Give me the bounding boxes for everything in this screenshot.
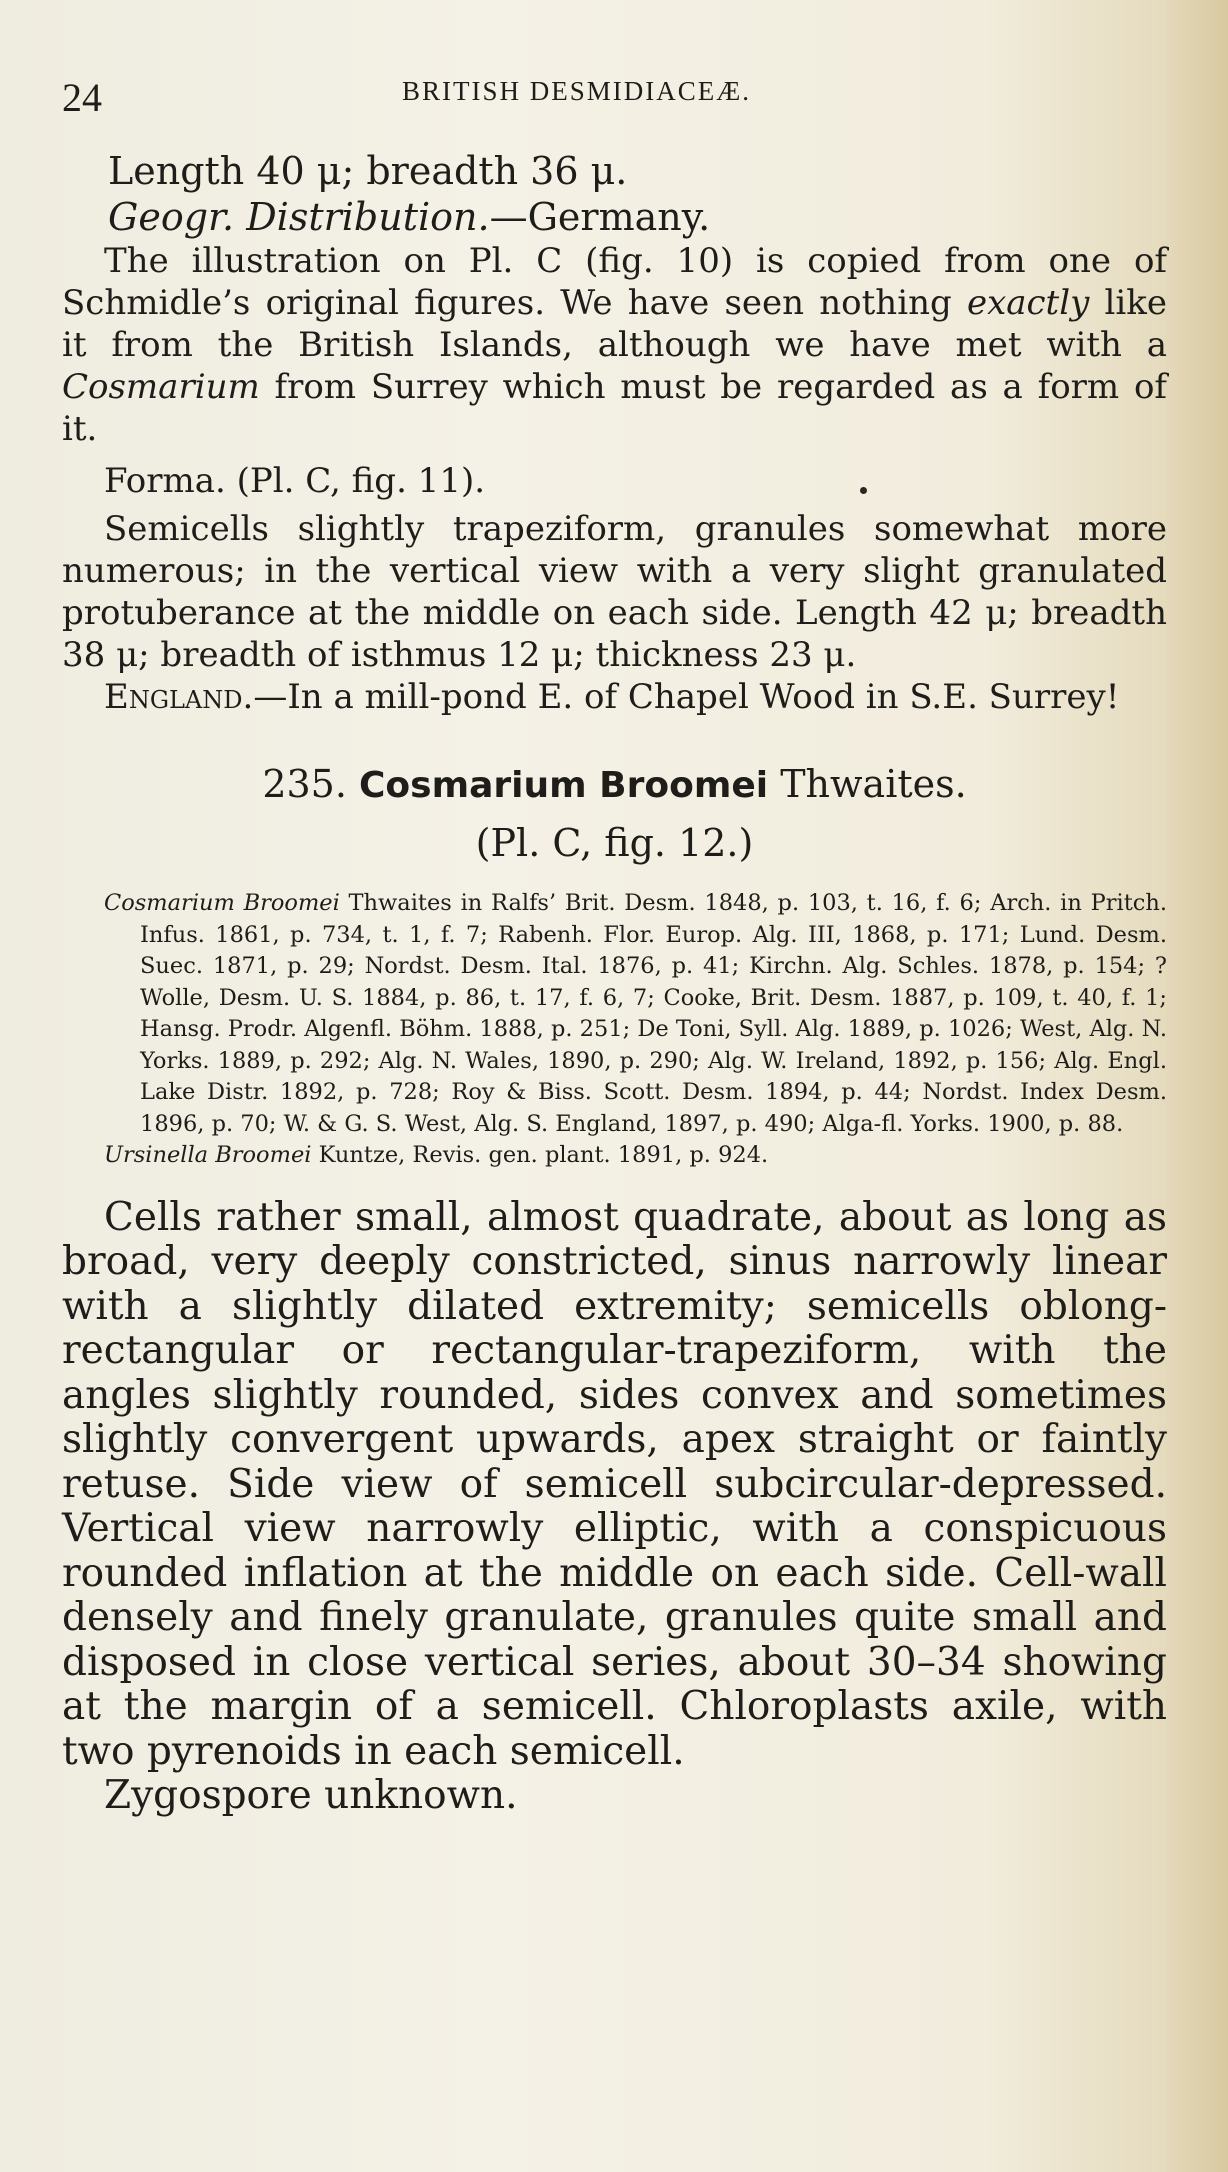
continuation-text <box>62 240 1167 718</box>
forma-description: Semicells slightly trapeziform, granules somewhat more numerous; in the vertical view with a very slight granulated protuberance at the middle on each side. Length 42 μ; breadth 38 μ; breadth of isthmus 12 μ; thickness 23 μ. <box>62 509 1167 675</box>
running-head: BRITISH DESMIDIACEÆ. <box>402 76 752 106</box>
note-emphasis-exactly: exactly <box>966 283 1090 323</box>
reference-entry-2 <box>104 1140 1167 1172</box>
forma-heading: Forma. (Pl. C, fig. 11). <box>104 461 486 501</box>
page <box>62 66 1167 1819</box>
zygospore-line: Zygospore unknown. <box>104 1773 518 1818</box>
species-heading <box>62 760 1167 810</box>
reference-name-1: Cosmarium Broomei <box>104 890 340 916</box>
species-author: Thwaites. <box>780 762 967 806</box>
page-header <box>62 66 1167 126</box>
illustration-note <box>62 240 1167 450</box>
species-description <box>62 1196 1167 1819</box>
reference-entry-1 <box>104 888 1167 1140</box>
note-text-c: like it from the British Islands, although we have met with a <box>62 283 1167 365</box>
species-name: Cosmarium Broomei <box>359 765 769 806</box>
reference-text-2: Kuntze, Revis. gen. plant. 1891, p. 924. <box>311 1142 769 1168</box>
distribution-label: Geogr. Distribution. <box>108 195 490 239</box>
reference-text-1: Thwaites in Ralfs’ Brit. Desm. 1848, p. 103, t. 16, f. 6; Arch. in Pritch. Infus. 1861, p. 734, t. 1, f. 7; Rabenh. Flor. Europ. Alg. III, 1868, p. 171; Lund. Desm. Suec. 1871, p. 29; Nordst. Desm. Ital. 1876, p. 41; Kirchn. Alg. Schles. 1878, p. 154; ? Wolle, Desm. U. S. 1884, p. 86, t. 17, f. 6, 7; Cooke, Brit. Desm. 1887, p. 109, t. 40, f. 1; Hansg. Prodr. Algenfl. Böhm. 1888, p. 251; De Toni, Syll. Alg. 1889, p. 1026; West, Alg. N. Yorks. 1889, p. 292; Alg. N. Wales, 1890, p. 290; Alg. W. Ireland, 1892, p. 156; Alg. Engl. Lake Distr. 1892, p. 728; Roy & Biss. Scott. Desm. 1894, p. 44; Nordst. Index Desm. 1896, p. 70; W. & G. S. West, Alg. S. England, 1897, p. 490; Alga-fl. Yorks. 1900, p. 88. <box>140 890 1167 1137</box>
note-text-e: from Surrey which must be regarded as a form of it. <box>62 367 1167 449</box>
locality-line <box>62 676 1167 718</box>
page-number: 24 <box>62 75 102 120</box>
species-plate-ref: (Pl. C, fig. 12.) <box>475 821 754 865</box>
locality-label: England. <box>104 677 254 717</box>
species-number: 235. <box>262 762 347 806</box>
continuation-dimensions-block <box>62 148 1167 240</box>
synonymy-references <box>62 888 1167 1172</box>
note-genus-italic: Cosmarium <box>62 367 260 407</box>
description-paragraph: Cells rather small, almost quadrate, about as long as broad, very deeply constricted, sinus narrowly linear with a slightly dilated extremity; semicells oblong-rectangular or rectangular-trapeziform, with the angles slightly rounded, sides convex and sometimes slightly convergent upwards, apex straight or faintly retuse. Side view of semicell subcircular-depressed. Vertical view narrowly elliptic, with a conspicuous rounded inflation at the middle on each side. Cell-wall densely and finely granulate, granules quite small and disposed in close vertical series, about 30–34 showing at the margin of a semicell. Chloroplasts axile, with two pyrenoids in each semicell. <box>62 1194 1167 1774</box>
locality-text: —In a mill-pond E. of Chapel Wood in S.E. Surrey! <box>253 677 1120 717</box>
dimensions-line: Length 40 μ; breadth 36 μ. <box>108 149 628 193</box>
reference-name-2: Ursinella Broomei <box>104 1142 312 1168</box>
distribution-line <box>62 194 1167 240</box>
note-text-a: The illustration on Pl. C (fig. 10) is copied from one of Schmidle’s original figures. We have seen nothing <box>62 241 1167 323</box>
distribution-value: —Germany. <box>489 195 711 239</box>
